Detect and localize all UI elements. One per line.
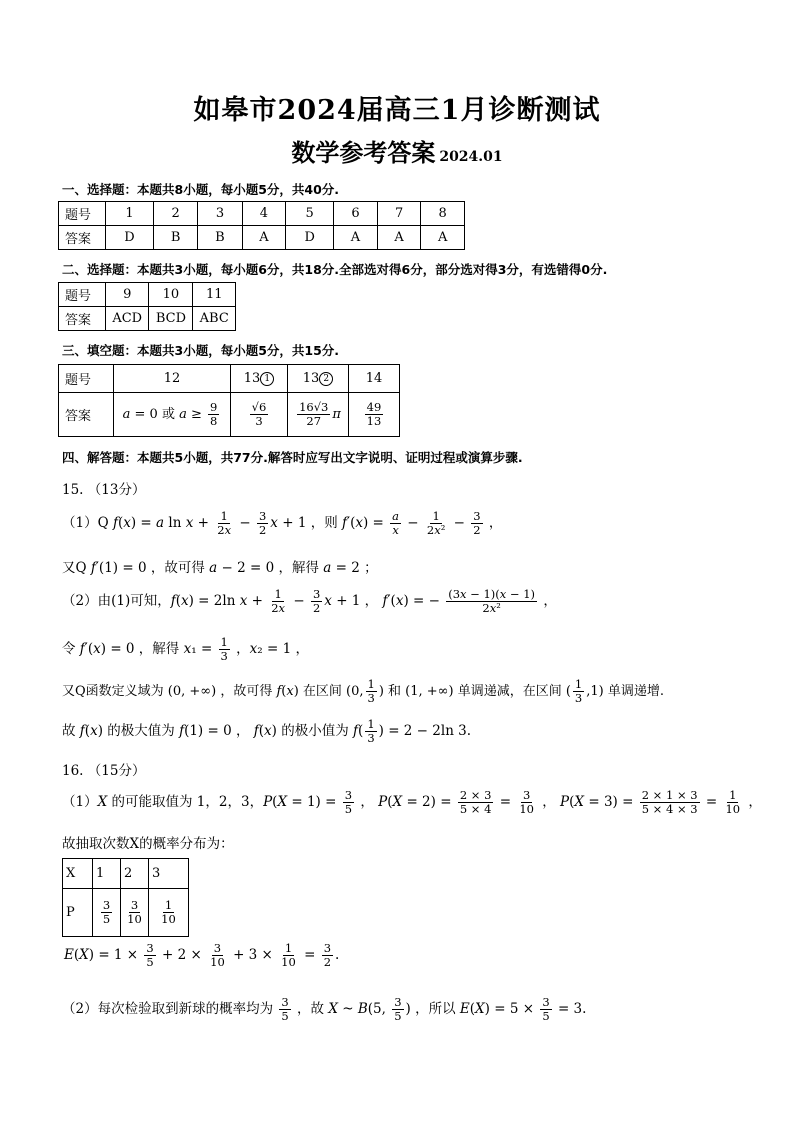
page-title: 如皋市2024届高三1月诊断测试 xyxy=(193,95,601,126)
row-label: 答案 xyxy=(59,226,106,250)
table-cell: B xyxy=(198,226,242,250)
table-cell: 8 xyxy=(421,202,465,226)
circled-two-icon: 2 xyxy=(319,372,333,386)
table-cell: 2 xyxy=(121,859,149,889)
table-cell: 13 1 xyxy=(231,365,288,393)
table-cell: D xyxy=(106,226,154,250)
table-cell: $\frac{3}{5}$ xyxy=(93,889,121,937)
q16-line2: 故抽取次数X的概率分布为： xyxy=(62,836,234,852)
table-row xyxy=(63,889,189,937)
table-cell: BCD xyxy=(149,307,193,331)
row-label: 题号 xyxy=(59,283,106,307)
table-cell: 12 xyxy=(114,365,231,393)
q15-line4: 令 f′(x) = 0 ，解得 x₁ = $\frac{1}{3}$ ，x₂ = 1 ， xyxy=(62,635,309,664)
table-cell: $\frac{3}{10}$ xyxy=(121,889,149,937)
table-cell: A xyxy=(421,226,465,250)
table-cell: A xyxy=(377,226,421,250)
q16-label: 16. （15分） xyxy=(62,763,146,779)
table-cell: ACD xyxy=(106,307,149,331)
table-cell: 3 xyxy=(198,202,242,226)
row-label: 答案 xyxy=(59,307,106,331)
table-cell: $\frac{1}{10}$ xyxy=(149,889,189,937)
table-row xyxy=(59,307,236,331)
table-cell: 14 xyxy=(349,365,400,393)
q15-line3: （2）由(1)可知，f(x) = 2ln x + $\frac{1}{2x}$ − $\frac{3}{2}$ x + 1 ， f′(x) = − $\frac{(3x - 1)(x - 1)}{\text{2x²}}$ ， xyxy=(62,587,557,616)
table-cell: A xyxy=(334,226,378,250)
table-cell: a = 0 或 a ≥ $\frac{9}{8}$ xyxy=(114,393,231,437)
table-cell: 5 xyxy=(286,202,334,226)
q15-line1: （1）Q f(x) = a ln x + $\frac{1}{2x}$ − $\frac{3}{2}$ x + 1 ，则 f′(x) = $\frac{a}{x}$ − $\frac{1}{\text{2x²}}$ − $\frac{3}{2}$ ， xyxy=(62,509,503,538)
table-cell: 13 2 xyxy=(288,365,349,393)
section3-heading: 三、填空题：本题共3小题，每小题5分，共15分. xyxy=(62,343,340,358)
table-row xyxy=(59,283,236,307)
table-cell: D xyxy=(286,226,334,250)
q15-line5: 又Q函数定义域为 (0, +∞) ，故可得 f(x) 在区间 (0, $\frac{1}{3}$ ) 和 (1, +∞) 单调递减，在区间 ( $\frac{1}{3}$ ,1) 单调递增. xyxy=(62,677,664,706)
section1-heading: 一、选择题：本题共8小题，每小题5分，共40分. xyxy=(62,182,340,197)
table-cell: 4 xyxy=(242,202,286,226)
subtitle-text: 数学参考答案 xyxy=(291,138,436,167)
section1-table xyxy=(58,201,465,250)
table-cell: X xyxy=(63,859,93,889)
table-cell: B xyxy=(153,226,197,250)
table-cell: ABC xyxy=(193,307,236,331)
section3-table xyxy=(58,364,400,437)
circled-one-icon: 1 xyxy=(260,372,274,386)
q15-line2: 又Q f′(1) = 0 ，故可得 a − 2 = 0 ，解得 a = 2 ； xyxy=(62,560,378,576)
table-cell: $\frac{16√3}{27}$ π xyxy=(288,393,349,437)
q16-expectation: E(X) = 1 × $\frac{3}{5}$ + 2 × $\frac{3}{10}$ + 3 × $\frac{1}{10}$ = $\frac{3}{2}$ . xyxy=(64,941,340,970)
table-cell: A xyxy=(242,226,286,250)
row-label: 题号 xyxy=(59,202,106,226)
table-cell: 3 xyxy=(149,859,189,889)
page-subtitle xyxy=(0,133,794,168)
q16-line1: （1）X 的可能取值为 1，2，3，P(X = 1) = $\frac{3}{5}$ ， P(X = 2) = $\frac{2 \times 3}{5 \times 4}$ = $\frac{3}{10}$ ， P(X = 3) = $\frac{2 \times 1 \times 3}{5 \times 4 \times 3}$ = $\frac{1}{10}$ ， xyxy=(62,788,762,817)
table-row xyxy=(59,365,400,393)
table-cell: 9 xyxy=(106,283,149,307)
row-label: 题号 xyxy=(59,365,114,393)
table-cell: 11 xyxy=(193,283,236,307)
section2-heading: 二、选择题：本题共3小题，每小题6分，共18分.全部选对得6分，部分选对得3分，有选错得0分. xyxy=(62,262,608,277)
table-cell: 7 xyxy=(377,202,421,226)
table-row xyxy=(63,859,189,889)
q15-label: 15. （13分） xyxy=(62,482,146,498)
table-cell: P xyxy=(63,889,93,937)
table-cell: 2 xyxy=(153,202,197,226)
table-cell: 1 xyxy=(106,202,154,226)
row-label: 答案 xyxy=(59,393,114,437)
table-cell: $\frac{49}{13}$ xyxy=(349,393,400,437)
table-cell: 10 xyxy=(149,283,193,307)
table-cell: 6 xyxy=(334,202,378,226)
section4-heading: 四、解答题：本题共5小题，共77分.解答时应写出文字说明、证明过程或演算步骤. xyxy=(62,450,523,465)
table-cell: 1 xyxy=(93,859,121,889)
section2-table xyxy=(58,282,236,331)
q16-line3: （2）每次检验取到新球的概率均为 $\frac{3}{5}$ ，故 X ~ B(5, $\frac{3}{5}$ ) ，所以 E(X) = 5 × $\frac{3}{5}$ = 3. xyxy=(62,995,587,1024)
table-row xyxy=(59,393,400,437)
q15-line6: 故 f(x) 的极大值为 f(1) = 0 ， f(x) 的极小值为 f( $\frac{1}{3}$ ) = 2 − 2ln 3. xyxy=(62,717,472,746)
table-row xyxy=(59,202,465,226)
table-cell: $\frac{√6}{3}$ xyxy=(231,393,288,437)
date-label: 2024.01 xyxy=(439,149,503,165)
table-row xyxy=(59,226,465,250)
distribution-table xyxy=(62,858,189,937)
